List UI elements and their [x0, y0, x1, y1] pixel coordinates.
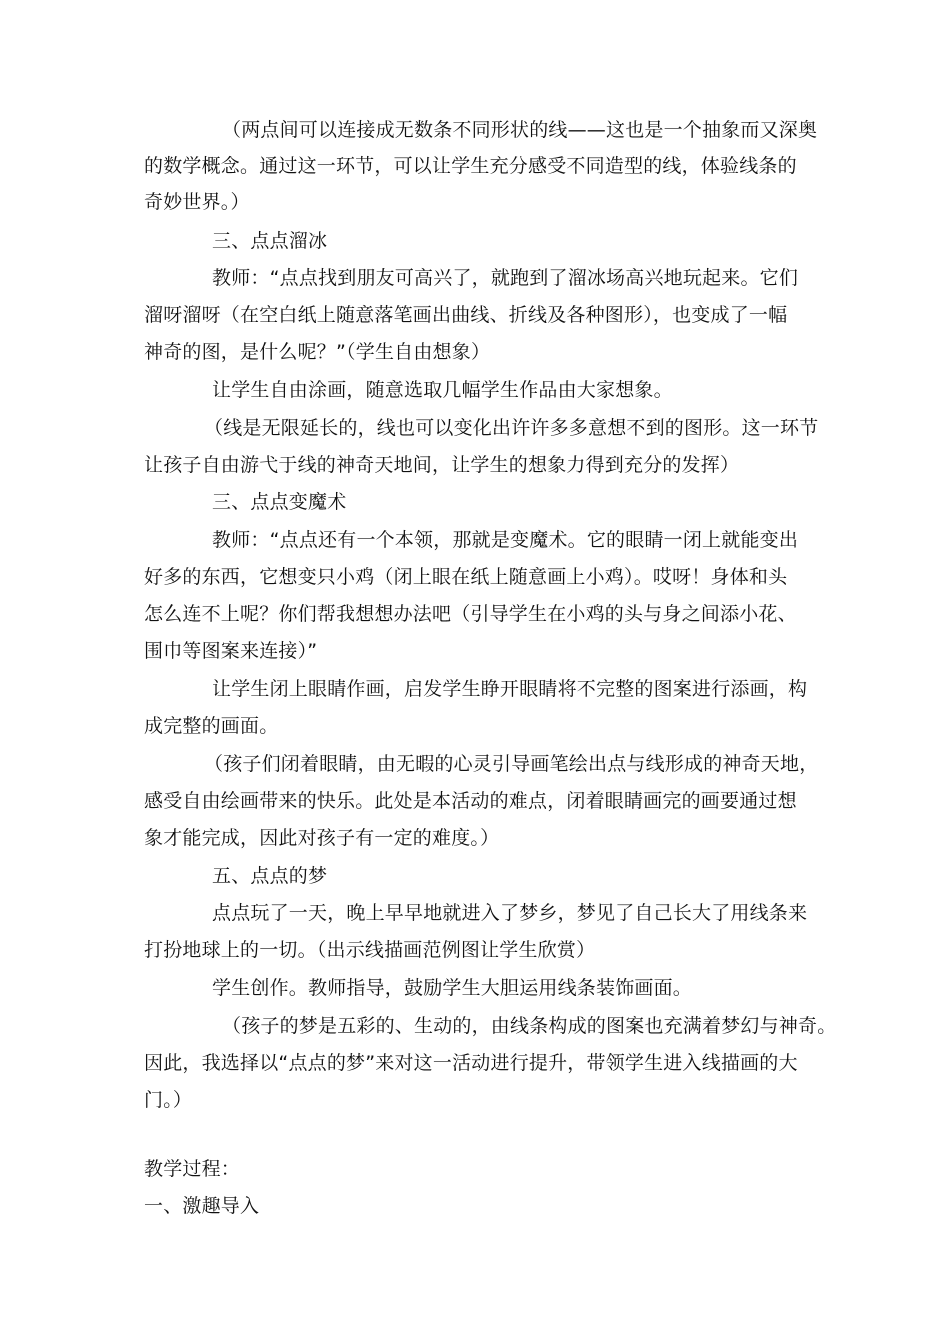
- text-line: 象才能完成，因此对孩子有一定的难度。）: [144, 827, 500, 849]
- text-line: 溜呀溜呀（在空白纸上随意落笔画出曲线、折线及各种图形），也变成了一幅: [144, 304, 788, 326]
- text-line: 门。）: [144, 1089, 193, 1111]
- text-line: 点点玩了一天，晚上早早地就进入了梦乡，梦见了自己长大了用线条来: [212, 902, 808, 924]
- text-line: （孩子们闭着眼睛，由无暇的心灵引导画笔绘出点与线形成的神奇天地，: [204, 753, 819, 775]
- text-line: （孩子的梦是五彩的、生动的，由线条构成的图案也充满着梦幻与神奇。: [222, 1015, 837, 1037]
- section-heading: 三、点点溜冰: [212, 230, 328, 252]
- text-line: 奇妙世界。）: [144, 191, 250, 213]
- text-line: 的数学概念。通过这一环节，可以让学生充分感受不同造型的线，体验线条的: [144, 155, 797, 177]
- text-line: 打扮地球上的一切。（出示线描画范例图让学生欣赏）: [144, 939, 596, 961]
- text-line: 神奇的图，是什么呢？”（学生自由想象）: [144, 341, 491, 363]
- text-line: 成完整的画面。: [144, 715, 279, 737]
- text-line: 因此，我选择以“点点的梦”来对这一活动进行提升，带领学生进入线描画的大: [144, 1052, 798, 1074]
- text-line: 围巾等图案来连接）”: [144, 640, 318, 662]
- text-line: 教师：“点点找到朋友可高兴了，就跑到了溜冰场高兴地玩起来。它们: [212, 267, 799, 289]
- text-line: （线是无限延长的，线也可以变化出许许多多意想不到的图形。这一环节: [204, 417, 819, 439]
- process-heading: 教学过程：: [144, 1158, 241, 1180]
- section-heading: 五、点点的梦: [212, 865, 328, 887]
- text-line: 怎么连不上呢？你们帮我想想办法吧（引导学生在小鸡的头与身之间添小花、: [144, 603, 797, 625]
- text-line: 学生创作。教师指导，鼓励学生大胆运用线条装饰画面。: [212, 977, 693, 999]
- text-line: 让孩子自由游弋于线的神奇天地间，让学生的想象力得到充分的发挥）: [144, 454, 740, 476]
- section-heading: 三、点点变魔术: [212, 491, 347, 513]
- text-line: 让学生自由涂画，随意选取几幅学生作品由大家想象。: [212, 379, 673, 401]
- text-line: 让学生闭上眼睛作画，启发学生睁开眼睛将不完整的图案进行添画，构: [212, 678, 808, 700]
- text-line: （两点间可以连接成无数条不同形状的线——这也是一个抽象而又深奥: [222, 119, 818, 141]
- section-heading: 一、激趣导入: [144, 1195, 260, 1217]
- text-line: 好多的东西，它想变只小鸡（闭上眼在纸上随意画上小鸡）。哎呀！身体和头: [144, 566, 788, 588]
- text-line: 教师：“点点还有一个本领，那就是变魔术。它的眼睛一闭上就能变出: [212, 529, 799, 551]
- text-line: 感受自由绘画带来的快乐。此处是本活动的难点，闭着眼睛画完的画要通过想: [144, 790, 797, 812]
